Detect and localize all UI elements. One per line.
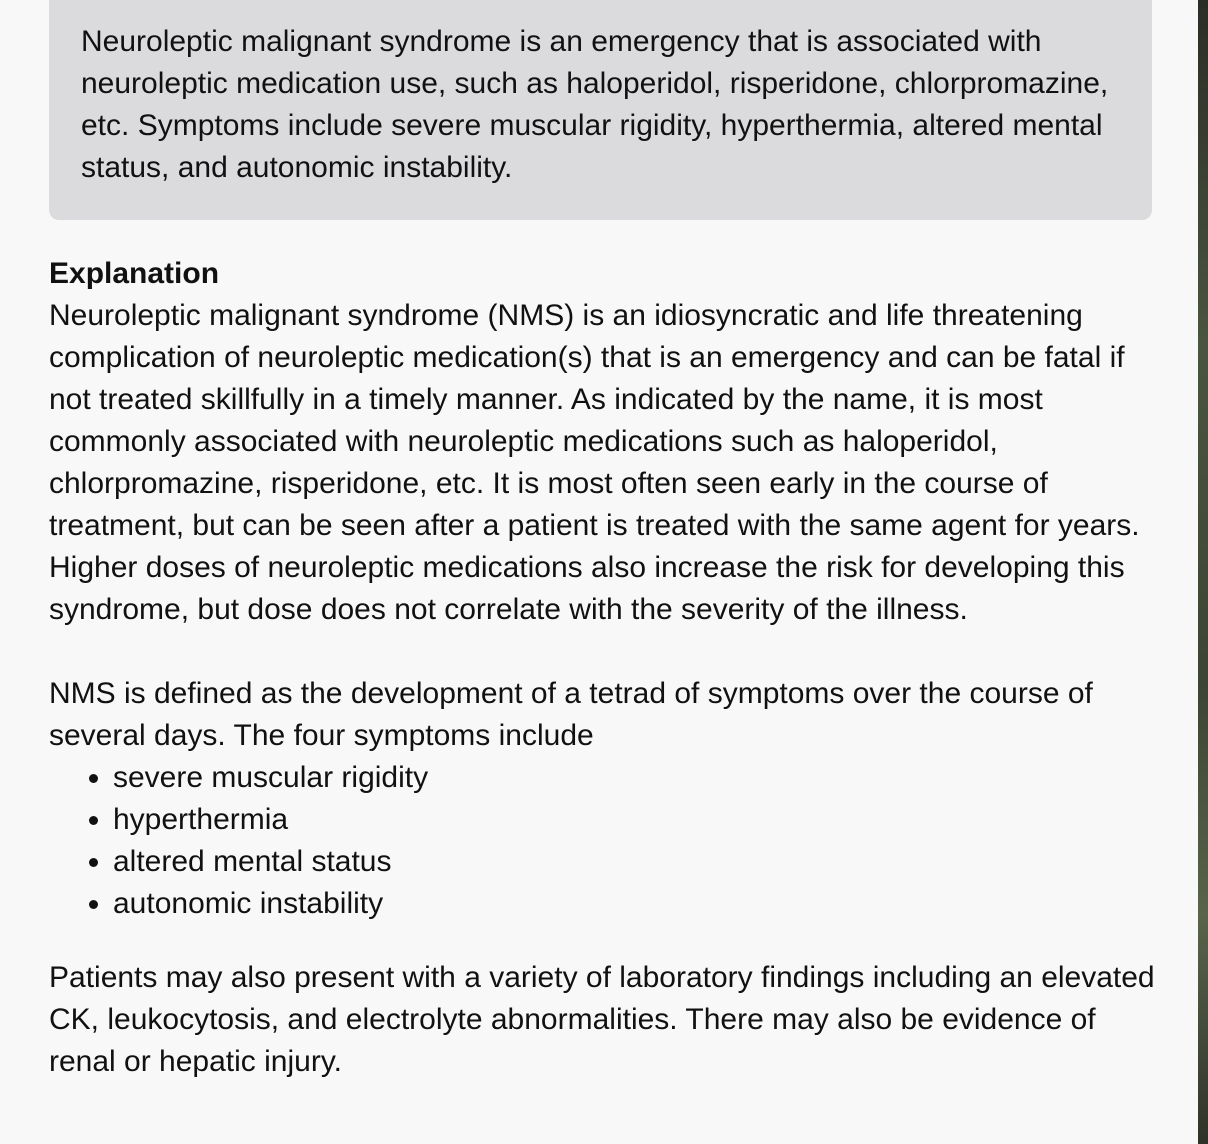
explanation-paragraph-3: Patients may also present with a variety of laboratory findings including an elevated CK, leukocytosis, and electrolyte abnormalities. There may also be evidence of renal or hepatic injury. bbox=[49, 961, 1155, 1078]
explanation-section bbox=[49, 253, 1159, 1083]
answer-box bbox=[49, 0, 1152, 220]
answer-text: Neuroleptic malignant syndrome is an emergency that is associated with neuroleptic medication use, such as haloperidol, risperidone, chlorpromazine, etc. Symptoms include severe muscular rigidity, hyperthermia, altered mental status, and autonomic instability. bbox=[81, 25, 1109, 184]
explanation-paragraph-1: Neuroleptic malignant syndrome (NMS) is an idiosyncratic and life threatening complication of neuroleptic medication(s) that is an emergency and can be fatal if not treated skillfully in a timely manner. As indicated by the name, it is most commonly associated with neuroleptic medications such as haloperidol, chlorpromazine, risperidone, etc. It is most often seen early in the course of treatment, but can be seen after a patient is treated with the same agent for years. Higher doses of neuroleptic medications also increase the risk for developing this syndrome, but dose does not correlate with the severity of the illness. bbox=[49, 299, 1140, 626]
symptom-item: • autonomic instability bbox=[113, 883, 1159, 925]
symptom-item: • hyperthermia bbox=[113, 799, 1159, 841]
background-edge bbox=[1198, 0, 1208, 1144]
symptom-item: • altered mental status bbox=[113, 841, 1159, 883]
paragraph-spacer bbox=[49, 631, 1159, 673]
explanation-heading: Explanation bbox=[49, 257, 220, 290]
symptom-item: • severe muscular rigidity bbox=[113, 757, 1159, 799]
symptom-list bbox=[49, 757, 1159, 925]
list-spacer bbox=[49, 925, 1159, 957]
explanation-paragraph-2: NMS is defined as the development of a tetrad of symptoms over the course of several days. The four symptoms include bbox=[49, 677, 1093, 752]
